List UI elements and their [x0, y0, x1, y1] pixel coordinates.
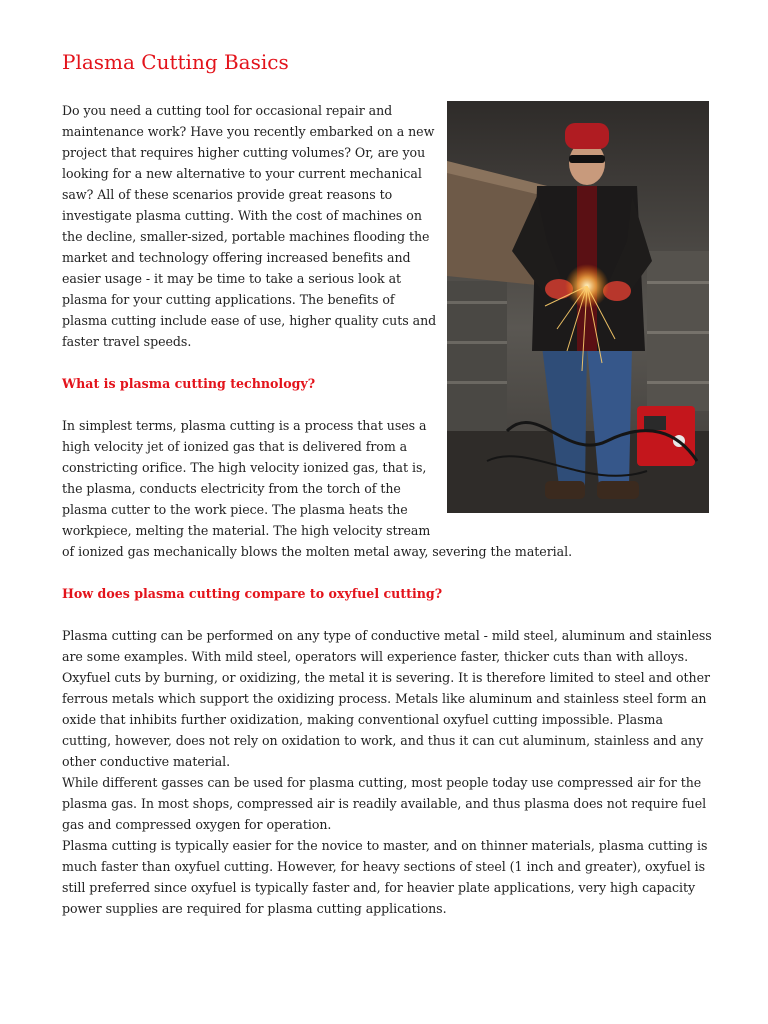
- welder-photo: [447, 101, 709, 513]
- technology-paragraph: In simplest terms, plasma cutting is a process that uses a high velocity jet of ionized gas that is delivered from a constricting orifice. The high velocity ionized gas, that is, the plasma, conducts electricity from the torch of the plasma cutter to the work piece. The plasma heats the workpiece, melting the material. The high velocity stream of ionized gas mechanically blows the molten metal away, severing the material.: [62, 418, 573, 559]
- comparison-paragraph-1: Plasma cutting can be performed on any type of conductive metal - mild steel, aluminum and stainless are some examples. With mild steel, operators will experience faster, thicker cuts than with alloys.: [62, 628, 712, 664]
- document-title: Plasma Cutting Basics: [62, 50, 289, 74]
- comparison-paragraph-3: While different gasses can be used for plasma cutting, most people today use compressed air for the plasma gas. In most shops, compressed air is readily available, and thus plasma does not require fuel gas and compressed oxygen for operation.: [62, 775, 707, 832]
- welder-illustration: [447, 101, 709, 513]
- intro-paragraph: Do you need a cutting tool for occasional repair and maintenance work? Have you recently embarked on a new project that requires higher cutting volumes? Or, are you looking for a new alternative to your current mechanical saw? All of these scenarios provide great reasons to investigate plasma cutting. With the cost of machines on the decline, smaller-sized, portable machines flooding the market and technology offering increased benefits and easier usage - it may be time to take a serious look at plasma for your cutting applications. The benefits of plasma cutting include ease of use, higher quality cuts and faster travel speeds.: [62, 103, 437, 349]
- document-page: [62, 44, 712, 919]
- section-heading-technology: What is plasma cutting technology?: [62, 376, 316, 391]
- comparison-paragraph-4: Plasma cutting is typically easier for the novice to master, and on thinner materials, plasma cutting is much faster than oxyfuel cutting. However, for heavy sections of steel (1 inch and greater), oxyfuel is still preferred since oxyfuel is typically faster and, for heavier plate applications, very high capacity power supplies are required for plasma cutting applications.: [62, 838, 708, 916]
- comparison-paragraph-2: Oxyfuel cuts by burning, or oxidizing, the metal it is severing. It is therefore limited to steel and other ferrous metals which support the oxidizing process. Metals like aluminum and stainless steel form an oxide that inhibits further oxidization, making conventional oxyfuel cutting impossible. Plasma cutting, however, does not rely on oxidation to work, and thus it can cut aluminum, stainless and any other conductive material.: [62, 670, 710, 769]
- section-heading-comparison: How does plasma cutting compare to oxyfuel cutting?: [62, 586, 443, 601]
